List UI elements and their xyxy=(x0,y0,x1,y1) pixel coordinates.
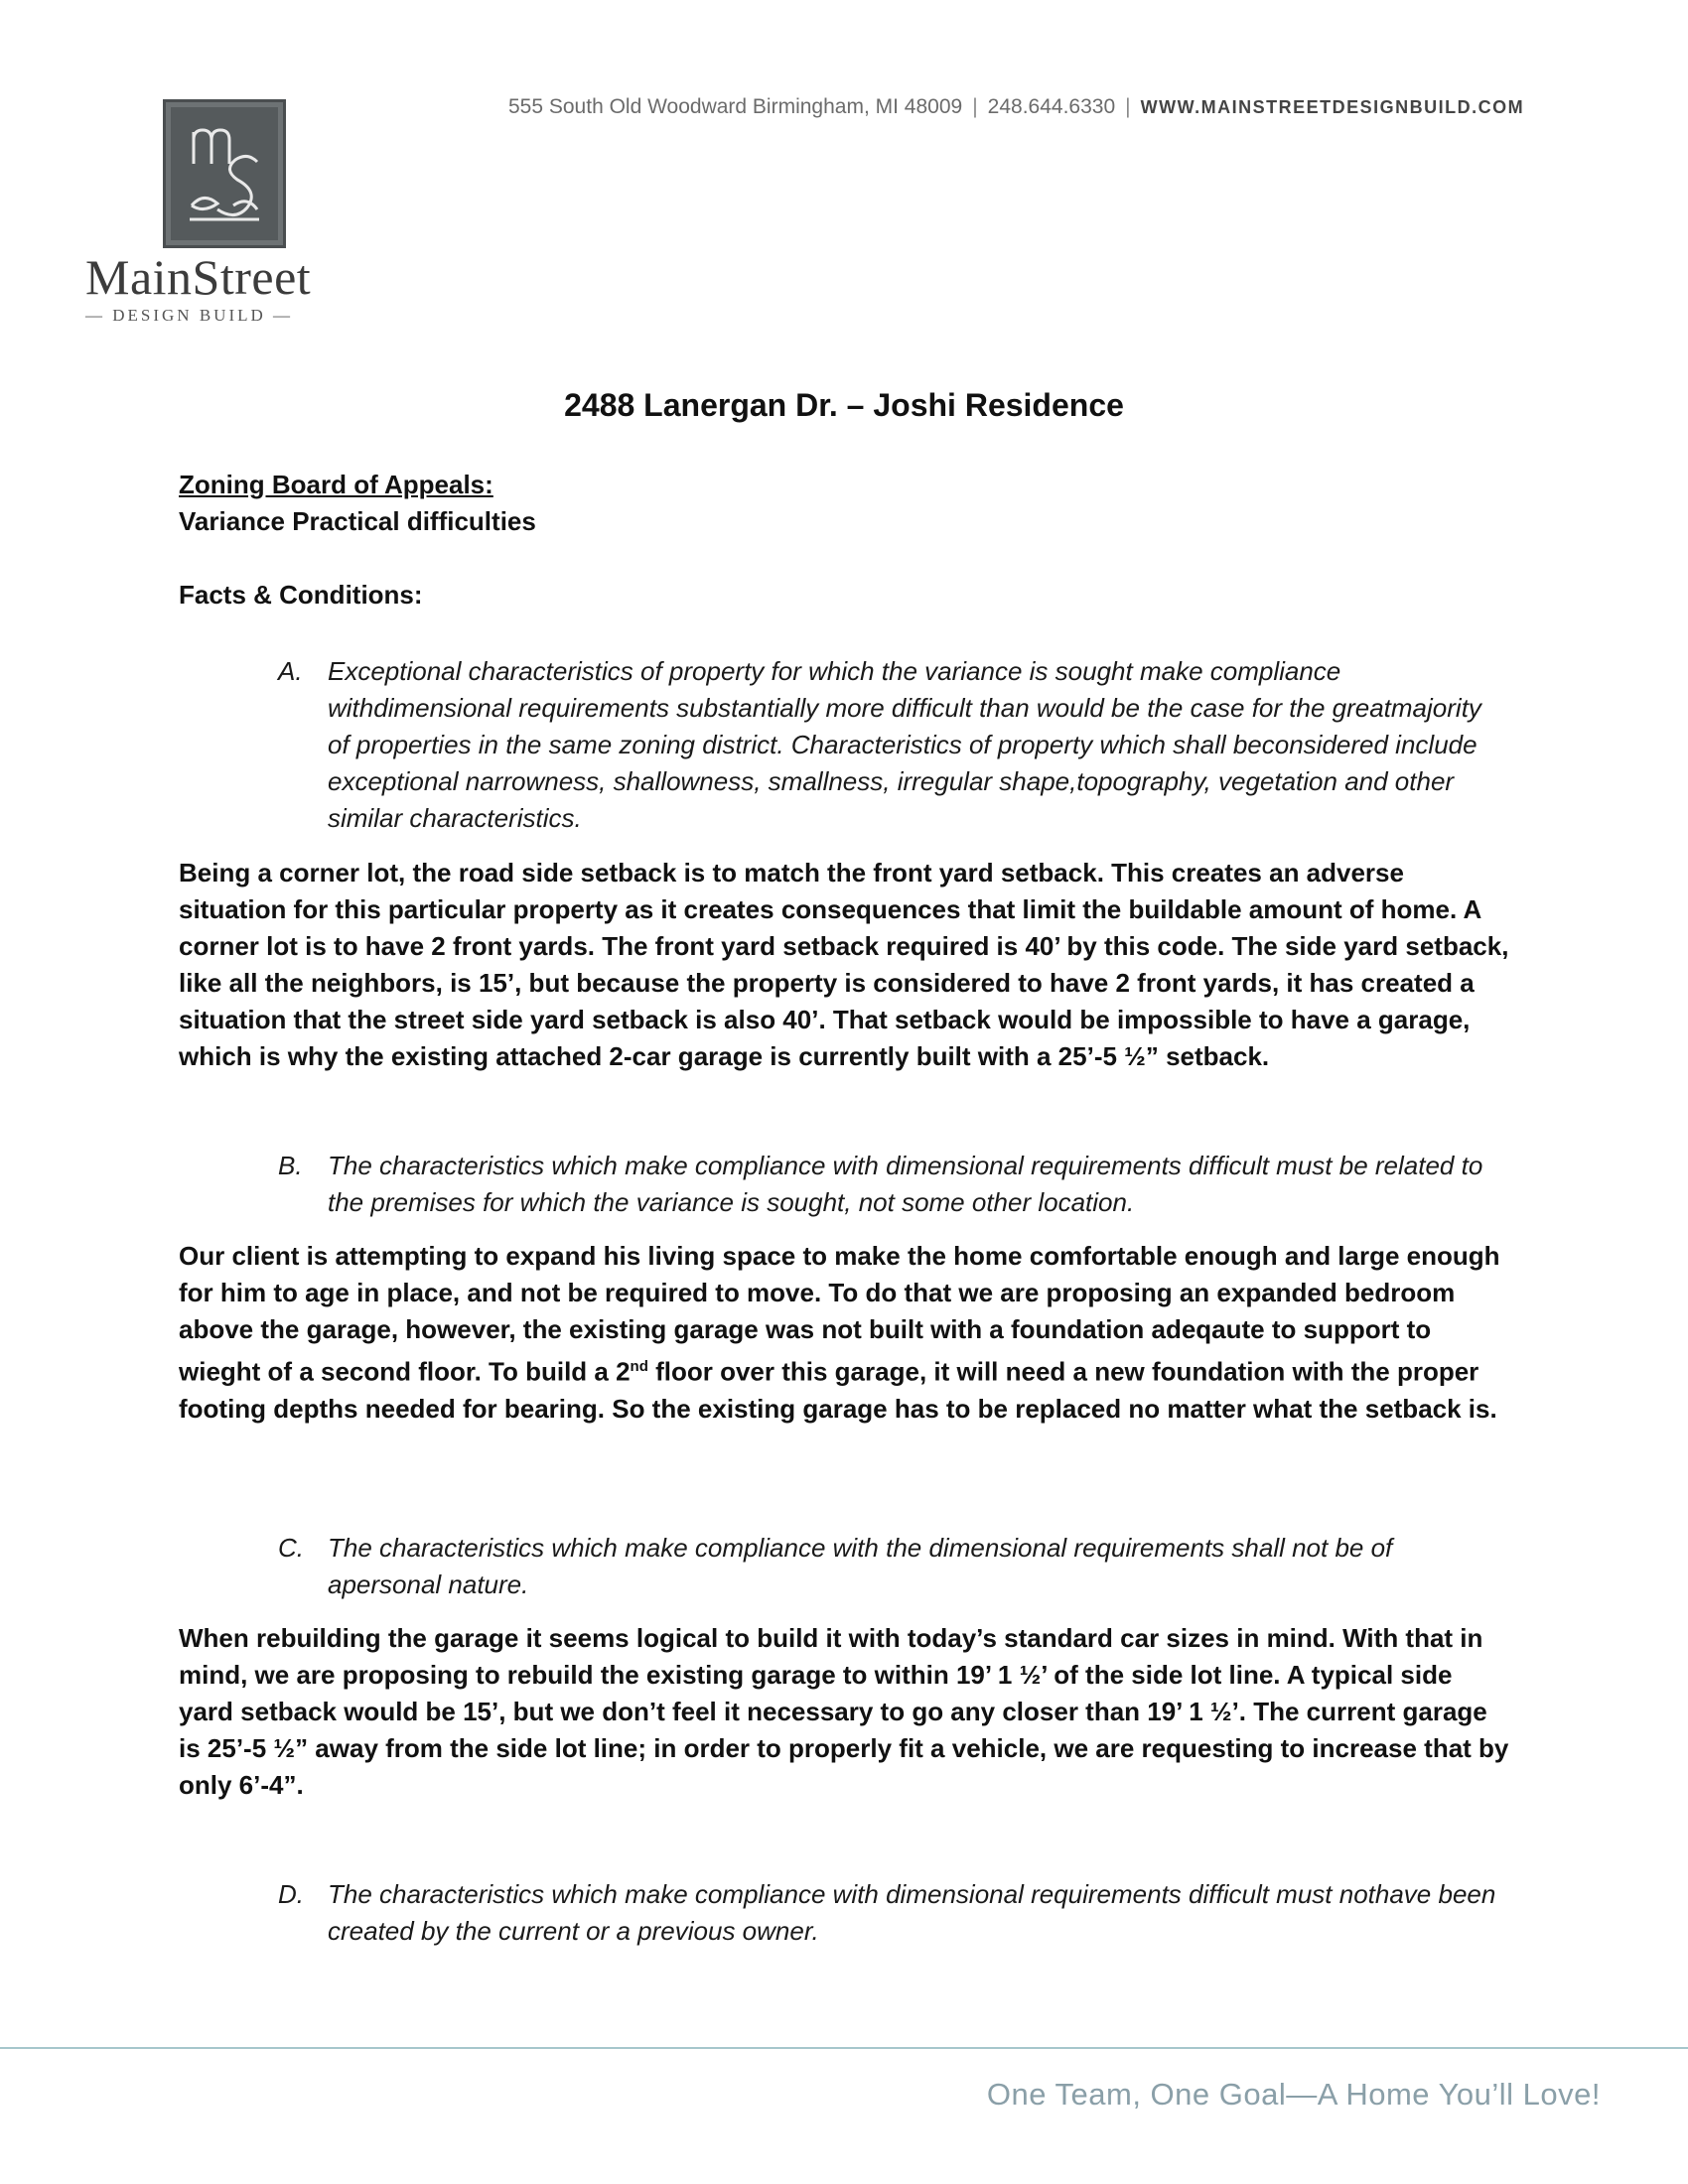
criterion-letter: C. xyxy=(278,1533,304,1563)
criterion-c xyxy=(278,1530,1509,1603)
criterion-letter: A. xyxy=(278,656,303,686)
response-c: When rebuilding the garage it seems logical to build it with today’s standard car sizes in mind. With that in mind, we are proposing to rebuild the existing garage to within 19’ 1 ½’ of the side lot line. A typical side yard setback would be 15’, but we don’t feel it necessary to go any closer than 19’ 1 ½’. The current garage is 25’-5 ½” away from the side lot line; in order to properly fit a vehicle, we are requesting to increase that by only 6’-4”. xyxy=(179,1623,1509,1800)
board-heading: Zoning Board of Appeals: xyxy=(179,470,493,499)
criterion-text: The characteristics which make compliance with dimensional requirements difficult must be related to the premises for which the variance is sought, not some other location. xyxy=(328,1151,1483,1217)
criterion-d xyxy=(278,1876,1509,1950)
facts-heading: Facts & Conditions: xyxy=(179,580,423,610)
footer-divider xyxy=(0,2047,1688,2049)
criterion-text: Exceptional characteristics of property for which the variance is sought make compliance withdimensional requirements substantially more difficult than would be the case for the greatmajority of properties in the same zoning district. Characteristics of property which shall beconsidered include exceptional narrowness, shallowness, smallness, irregular shape,topography, vegetation and other similar characteristics. xyxy=(328,656,1481,833)
letterhead-contact xyxy=(508,95,1601,119)
criterion-text: The characteristics which make compliance with the dimensional requirements shall not be of apersonal nature. xyxy=(328,1533,1393,1599)
document-title: 2488 Lanergan Dr. – Joshi Residence xyxy=(564,387,1124,423)
brand-tagline: — DESIGN BUILD — xyxy=(85,306,294,325)
criterion-letter: B. xyxy=(278,1151,303,1180)
brand-name: MainStreet xyxy=(85,249,312,305)
contact-separator: | xyxy=(972,95,978,118)
criterion-letter: D. xyxy=(278,1879,304,1909)
response-a: Being a corner lot, the road side setback is to match the front yard setback. This creates an adverse situation for this particular property as it creates consequences that limit the buildable amount of home. A corner lot is to have 2 front yards. The front yard setback required is 40’ by this code. The side yard setback, like all the neighbors, is 15’, but because the property is considered to have 2 front yards, it has created a situation that the street side yard setback is also 40’. That setback would be impossible to have a garage, which is why the existing attached 2-car garage is currently built with a 25’-5 ½” setback. xyxy=(179,858,1509,1071)
company-phone: 248.644.6330 xyxy=(987,95,1116,118)
criterion-text: The characteristics which make compliance with dimensional requirements difficult must nothave been created by the current or a previous owner. xyxy=(328,1879,1496,1946)
criterion-b xyxy=(278,1148,1509,1221)
board-subheading: Variance Practical difficulties xyxy=(179,506,536,536)
footer-slogan: One Team, One Goal—A Home You’ll Love! xyxy=(986,2077,1601,2112)
response-b: Our client is attempting to expand his living space to make the home comfortable enough and large enough for him to age in place, and not be required to move. To do that we are proposing an expanded bedroom above the garage, however, the existing garage was not built with a foundation adeqaute to support to wieght of a second floor. To build a 2nd floor over this garage, it will need a new foundation with the proper footing depths needed for bearing. So the existing garage has to be replaced no matter what the setback is. xyxy=(179,1241,1500,1424)
company-logo xyxy=(163,99,286,248)
monogram-logo-icon xyxy=(166,102,283,245)
contact-separator: | xyxy=(1125,95,1131,118)
company-address: 555 South Old Woodward Birmingham, MI 48009 xyxy=(508,95,963,118)
company-website: WWW.MAINSTREETDESIGNBUILD.COM xyxy=(1140,97,1525,117)
criterion-a xyxy=(278,653,1509,837)
